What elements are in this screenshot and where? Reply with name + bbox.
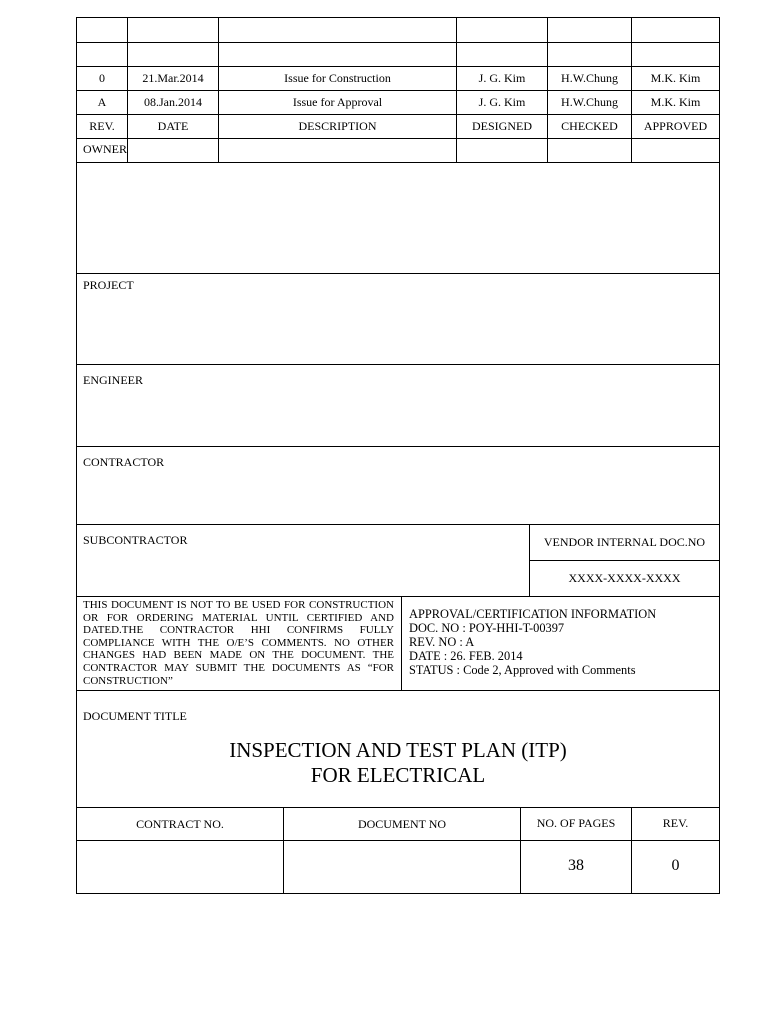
- section-rule: [76, 596, 720, 597]
- rev-row-0-description: Issue for Construction: [284, 71, 391, 85]
- rev-header-designed: DESIGNED: [472, 119, 532, 133]
- approval-rev-no: REV. NO : A: [409, 635, 475, 649]
- usage-notice: THIS DOCUMENT IS NOT TO BE USED FOR CONSTRUCTION OR FOR ORDERING MATERIAL UNTIL CERTIFIED AND DATED.THE CONTRACTOR HHI CONFIRMS FULLY COMPLIANCE WITH THE O/E’S COMMENTS. NO OTHER CHANGES HAD BEEN MADE ON THE DOCUMENT. THE CONTRACTOR MAY SUBMIT THE DOCUMENTS AS “FOR CONSTRUCTION”: [83, 599, 394, 687]
- vendor-rule: [529, 560, 720, 561]
- section-rule: [76, 446, 720, 447]
- approval-date: DATE : 26. FEB. 2014: [409, 649, 523, 663]
- rev-header-approved: APPROVED: [643, 119, 708, 133]
- document-no-label: DOCUMENT NO: [357, 817, 447, 831]
- approval-info: [409, 607, 656, 677]
- rev-table-rule: [76, 42, 720, 43]
- approval-doc-no: DOC. NO : POY-HHI-T-00397: [409, 621, 565, 635]
- rev-header-date: DATE: [157, 119, 189, 133]
- rev-row-0-designed: J. G. Kim: [478, 71, 526, 85]
- section-rule: [76, 364, 720, 365]
- section-rule: [76, 807, 720, 808]
- document-title-label: DOCUMENT TITLE: [83, 709, 187, 723]
- rev-row-0-rev: 0: [99, 71, 105, 85]
- rev-row-1-description: Issue for Approval: [292, 95, 383, 109]
- footer-rule: [76, 840, 720, 841]
- notice-divider: [401, 596, 402, 690]
- rev-row-0-checked: H.W.Chung: [561, 71, 618, 85]
- vendor-doc-label: VENDOR INTERNAL DOC.NO: [543, 535, 706, 549]
- rev-row-1-designed: J. G. Kim: [478, 95, 526, 109]
- contractor-label: CONTRACTOR: [83, 455, 165, 469]
- section-rule: [76, 524, 720, 525]
- rev-row-1-approved: M.K. Kim: [650, 95, 701, 109]
- no-of-pages-label: NO. OF PAGES: [536, 816, 616, 830]
- footer-rev-value: 0: [671, 857, 680, 874]
- rev-header-rev: REV.: [89, 119, 115, 133]
- subcontractor-label: SUBCONTRACTOR: [83, 533, 188, 547]
- contract-no-label: CONTRACT NO.: [136, 817, 224, 831]
- rev-row-1-rev: A: [97, 95, 107, 109]
- project-label: PROJECT: [83, 278, 134, 292]
- vendor-doc-value: XXXX-XXXX-XXXX: [568, 571, 681, 585]
- approval-status: STATUS : Code 2, Approved with Comments: [409, 663, 636, 677]
- owner-label: OWNER: [83, 142, 127, 156]
- rev-header-description: DESCRIPTION: [298, 119, 377, 133]
- section-rule: [76, 273, 720, 274]
- rev-row-0-date: 21.Mar.2014: [142, 71, 204, 85]
- rev-table-rule: [76, 138, 720, 139]
- section-rule: [76, 690, 720, 691]
- rev-row-1-checked: H.W.Chung: [561, 95, 618, 109]
- rev-row-0-approved: M.K. Kim: [650, 71, 701, 85]
- document-title-line1: INSPECTION AND TEST PLAN (ITP): [229, 738, 567, 762]
- rev-table-rule: [76, 162, 720, 163]
- rev-row-1-date: 08.Jan.2014: [144, 95, 202, 109]
- footer-rev-label: REV.: [662, 816, 689, 830]
- engineer-label: ENGINEER: [83, 373, 143, 387]
- approval-heading: APPROVAL/CERTIFICATION INFORMATION: [409, 607, 657, 621]
- rev-header-checked: CHECKED: [561, 119, 618, 133]
- no-of-pages-value: 38: [568, 857, 584, 874]
- document-title-line2: FOR ELECTRICAL: [310, 763, 486, 787]
